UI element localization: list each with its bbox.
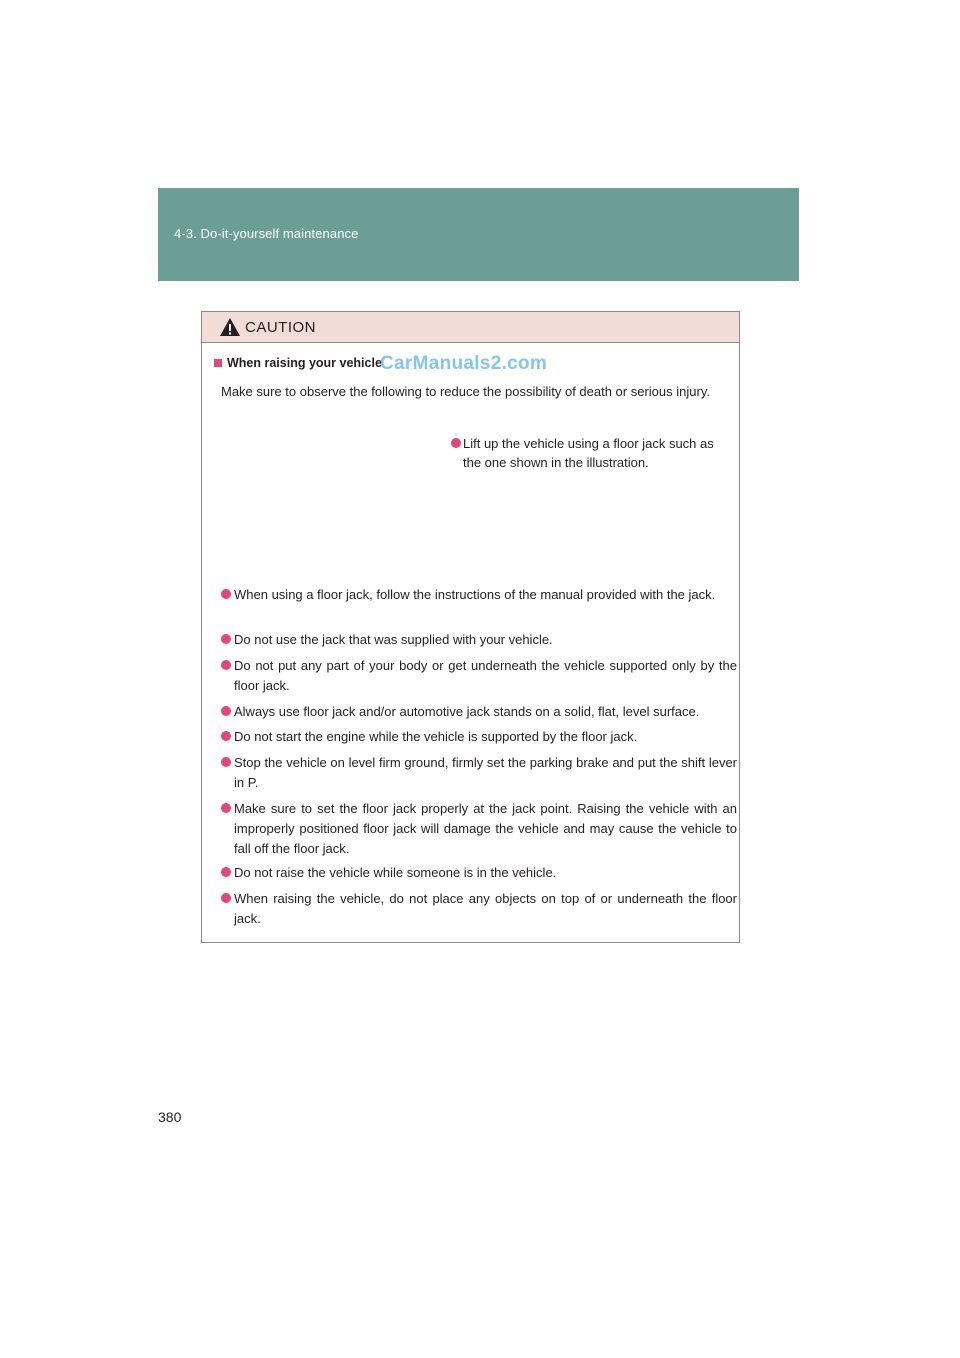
bullet-dot-icon [451, 438, 461, 448]
bullet-dot-icon [221, 803, 231, 813]
subhead-text: When raising your vehicle [227, 356, 382, 370]
bullet-dot-icon [221, 706, 231, 716]
list-item-text: Do not put any part of your body or get underneath the vehicle supported only by the floor jack. [234, 658, 737, 693]
illustration-note-text: Lift up the vehicle using a floor jack such as the one shown in the illustration. [463, 436, 714, 470]
list-item [221, 753, 737, 793]
illustration-note [445, 434, 735, 472]
caution-label: CAUTION [245, 319, 316, 336]
list-item-text: Do not start the engine while the vehicle is supported by the floor jack. [234, 729, 638, 744]
list-item-text: Do not use the jack that was supplied with your vehicle. [234, 632, 553, 647]
list-item-text: Stop the vehicle on level firm ground, firmly set the parking brake and put the shift lever in P. [234, 755, 737, 790]
caution-content [202, 343, 739, 942]
section-title: 4-3. Do-it-yourself maintenance [174, 226, 359, 241]
caution-subhead [214, 356, 382, 370]
list-item [221, 630, 737, 650]
square-bullet-icon [214, 359, 222, 367]
list-item [221, 889, 737, 929]
list-item [221, 702, 737, 722]
list-item [221, 656, 737, 696]
list-item-text: Always use floor jack and/or automotive jack stands on a solid, flat, level surface. [234, 704, 700, 719]
caution-box [201, 311, 740, 943]
caution-header [202, 312, 739, 343]
page-number: 380 [158, 1109, 182, 1125]
bullet-dot-icon [221, 757, 231, 767]
bullet-dot-icon [221, 731, 231, 741]
list-item-text: Do not raise the vehicle while someone is in the vehicle. [234, 865, 557, 880]
bullet-dot-icon [221, 867, 231, 877]
list-item-text: Make sure to set the floor jack properly at the jack point. Raising the vehicle with an improperly positioned floor jack will damage the vehicle and may cause the vehicle to fall off the floor jack. [234, 801, 737, 856]
warning-triangle-icon [219, 317, 241, 337]
list-item [221, 799, 737, 859]
intro-text: Make sure to observe the following to reduce the possibility of death or serious injury. [221, 384, 710, 399]
list-item [221, 863, 737, 883]
section-header-band [158, 188, 799, 281]
bullet-dot-icon [221, 634, 231, 644]
list-item [221, 585, 737, 605]
bullet-dot-icon [221, 589, 231, 599]
bullet-dot-icon [221, 660, 231, 670]
watermark: CarManuals2.com [380, 353, 548, 374]
list-item-text: When using a floor jack, follow the instructions of the manual provided with the jack. [234, 587, 716, 602]
list-item [221, 727, 737, 747]
bullet-dot-icon [221, 893, 231, 903]
list-item-text: When raising the vehicle, do not place any objects on top of or underneath the floor jack. [234, 891, 737, 926]
